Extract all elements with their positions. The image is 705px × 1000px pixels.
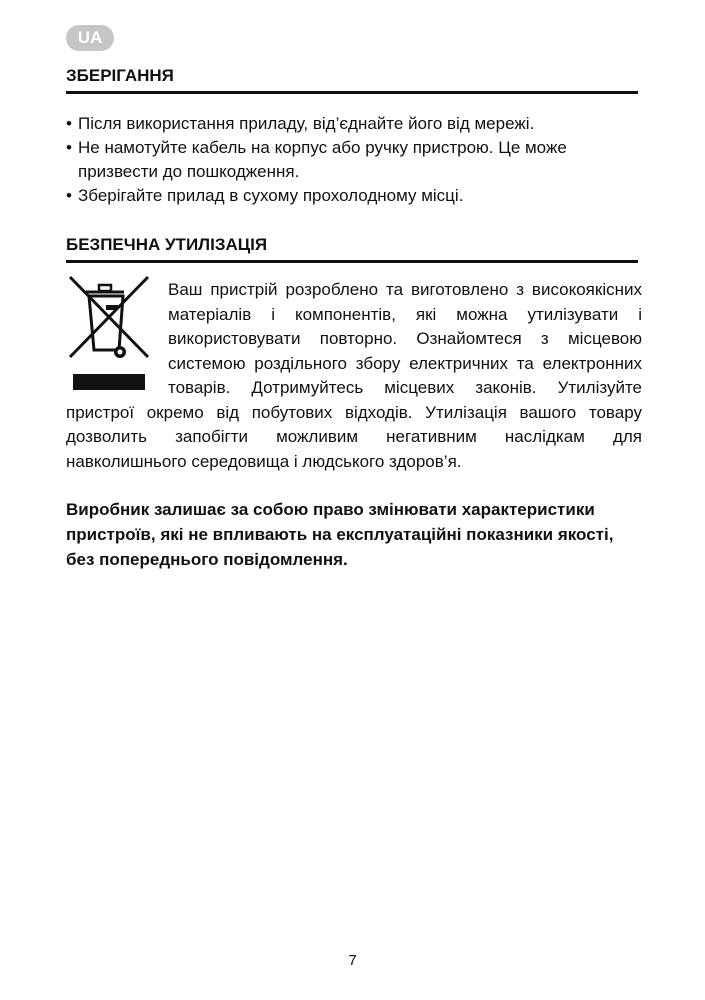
disposal-section-title: БЕЗПЕЧНА УТИЛІЗАЦІЯ xyxy=(66,235,638,263)
manufacturer-disclaimer: Виробник залишає за собою право змінювати характеристики пристроїв, які не впливають на експлуатаційні показники якості, без попереднього повідомлення. xyxy=(66,500,614,569)
list-item: • Після використання приладу, від’єднайте його від мережі. xyxy=(66,112,638,136)
list-item: • Зберігайте прилад в сухому прохолодному місці. xyxy=(66,184,638,208)
page-number: 7 xyxy=(348,952,357,969)
list-item: • Не намотуйте кабель на корпус або ручку пристрою. Це може призвести до пошкодження. xyxy=(66,136,638,184)
disposal-text: Ваш пристрій розроблено та виготовлено з високоякісних матеріалів і компонентів, які можна утилізувати і використовувати повторно. Ознайомтеся з місцевою системою роздільного збору електричних та електронних товарів. Дотримуйтесь місцевих законів. Утилізуйте пристрої окремо від побутових відходів. Утилізація вашого товару дозволить запобігти можливим негативним наслідкам для навколишнього середовища і людського здоров’я. xyxy=(66,280,642,471)
storage-list xyxy=(66,112,638,208)
storage-section-title: ЗБЕРІГАННЯ xyxy=(66,66,638,94)
language-badge: UA xyxy=(66,25,114,51)
